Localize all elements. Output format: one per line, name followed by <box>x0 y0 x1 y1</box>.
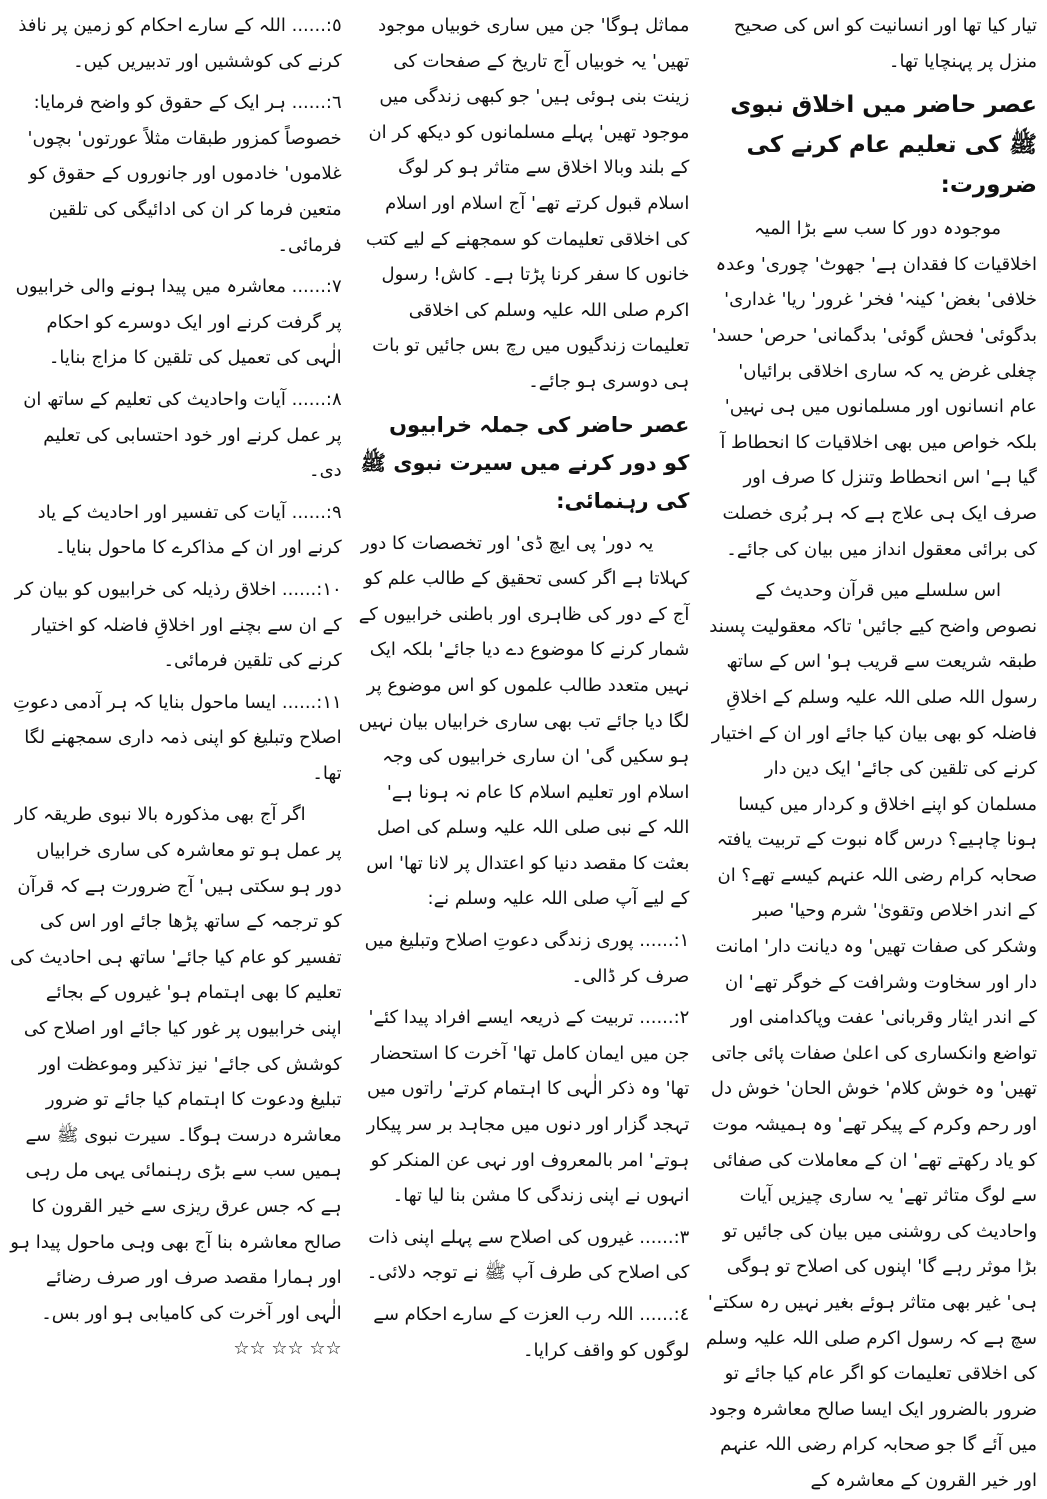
paragraph: موجودہ دور کا سب سے بڑا المیہ اخلاقیات کا فقدان ہے' جھوٹ' چوری' وعدہ خلافی' بغض' کینہ' فخر' غرور' ریا' غداری' بدگوئی' فحش گوئی' بدگمانی' حرص' حسد' چغلی غرض یہ کہ ساری اخلاقی برائیاں' عام انسانوں اور مسلمانوں میں ہی نہیں' بلکہ خواص میں بھی اخلاقیات کا انحطاط آ گیا ہے' اس انحطاط وتنزل کا صرف اور صرف ایک ہی علاج ہے کہ ہر بُری خصلت کی برائی معقول انداز میں بیان کی جائے۔ <box>711 218 1038 560</box>
column-right <box>705 8 1038 1491</box>
list-item-7: ٧:...... معاشرہ میں پیدا ہونے والی خرابیوں پر گرفت کرنے اور ایک دوسرے کو احکام الٰہی کی تعمیل کی تلقین کا مزاج بنایا۔ <box>15 276 342 369</box>
section-heading: عصر حاضر میں اخلاق نبوی ﷺ کی تعلیم عام کرنے کی ضرورت: <box>730 92 1038 199</box>
paragraph: اس سلسلے میں قرآن وحدیث کے نصوص واضح کیے جائیں' تاکہ معقولیت پسند طبقہ شریعت سے قریب ہو' اس کے ساتھ رسول اللہ صلی اللہ علیہ وسلم کے اخلاقِ فاضلہ کو بھی بیان کیا جائے اور ان کے اختیار کرنے کی تلقین کی جائے' ایک دین دار مسلمان کو اپنے اخلاق و کردار میں کیسا ہونا چاہیے؟ درس گاہ نبوت کے تربیت یافتہ صحابہ کرام رضی اللہ عنہم کیسے تھے؟ ان کے اندر اخلاص وتقویٰ' شرم وحیا' صبر وشکر کی صفات تھیں' وہ دیانت دار' امانت دار اور سخاوت وشرافت کے خوگر تھے' ان کے اندر ایثار وقربانی' عفت وپاکدامنی اور تواضع وانکساری کی اعلیٰ صفات پائی جاتی تھیں' وہ خوش کلام' خوش الحان' خوش دل اور رحم وکرم کے پیکر تھے' وہ ہمیشہ موت کو یاد رکھتے تھے' ان کے معاملات کی صفائی سے لوگ متاثر تھے' یہ ساری چیزیں آیات واحادیث کی روشنی میں بیان کی جائیں تو بڑا موثر رہے گا' اپنوں کی اصلاح تو ہوگی ہی' غیر بھی متاثر ہوئے بغیر نہیں رہ سکتے' سچ ہے کہ رسول اکرم صلی اللہ علیہ وسلم کی اخلاقی تعلیمات کو اگر عام کیا جائے تو ضرور بالضرور ایک ایسا صالح معاشرہ وجود میں آئے گا جو صحابہ کرام رضی اللہ عنہم اور خیر القرون کے معاشرہ کے <box>705 580 1038 1491</box>
column-left <box>10 8 342 1360</box>
list-item-4: ٤:...... اللہ رب العزت کے سارے احکام سے لوگوں کو واقف کرایا۔ <box>373 1304 690 1361</box>
list-item-6: ٦:...... ہر ایک کے حقوق کو واضح فرمایا: خصوصاً کمزور طبقات مثلاً عورتوں' بچوں' غلاموں' خادموں اور جانوروں کے حقوق کو متعین فرما کر ان کی ادائیگی کی تلقین فرمائی۔ <box>27 92 342 256</box>
list-item-2: ٢:...... تربیت کے ذریعہ ایسے افراد پیدا کئے' جن میں ایمان کامل تھا' آخرت کا استحضار تھا' وہ ذکر الٰہی کا اہتمام کرتے' راتوں میں تہجد گزار اور دنوں میں مجاہد بر سر پیکار ہوتے' امر بالمعروف اور نہی عن المنکر کو انہوں نے اپنی زندگی کا مشن بنا لیا تھا۔ <box>366 1007 690 1207</box>
star-ornament: ☆☆ ☆☆ ☆☆ <box>233 1338 342 1360</box>
list-item-10: ١٠:...... اخلاق رذیلہ کی خرابیوں کو بیان کر کے ان سے بچنے اور اخلاقِ فاضلہ کو اختیار کرنے کی تلقین فرمائی۔ <box>14 578 342 672</box>
list-item-9: ٩:...... آیات کی تفسیر اور احادیث کے یاد کرنے اور ان کے مذاکرے کا ماحول بنایا۔ <box>37 501 342 559</box>
closing-paragraph <box>10 797 342 1367</box>
paragraph: یہ دور' پی ایچ ڈی' اور تخصصات کا دور کہلاتا ہے اگر کسی تحقیق کے طالب علم کو آج کے دور کی ظاہری اور باطنی خرابیوں کے شمار کرنے کا موضوع دے دیا جائے' بلکہ ایک نہیں متعدد طالب علموں کو اس موضوع پر لگا دیا جائے تب بھی ساری خرابیاں بیان نہیں ہو سکیں گی' ان ساری خرابیوں کی وجہ اسلام اور تعلیم اسلام کا عام نہ ہونا ہے' اللہ کے نبی صلی اللہ علیہ وسلم کی اصل بعثت کا مقصد دنیا کو اعتدال پر لانا تھا' اس کے لیے آپ صلی اللہ علیہ وسلم نے: <box>358 532 690 910</box>
section-heading: عصر حاضر کی جملہ خرابیوں کو دور کرنے میں سیرت نبوی ﷺ کی رہنمائی: <box>360 412 690 513</box>
list-item-11: ١١:...... ایسا ماحول بنایا کہ ہر آدمی دعوتِ اصلاح وتبلیغ کو اپنی ذمہ داری سمجھنے لگا تھا۔ <box>13 691 342 784</box>
list-item-5: ٥:...... اللہ کے سارے احکام کو زمین پر نافذ کرنے کی کوششیں اور تدبیریں کیں۔ <box>18 15 342 72</box>
list-item-8: ٨:...... آیات واحادیث کی تعلیم کے ساتھ ان پر عمل کرنے اور خود احتسابی کی تعلیم دی۔ <box>23 388 342 482</box>
paragraph: مماثل ہوگا' جن میں ساری خوبیاں موجود تھیں' یہ خوبیاں آج تاریخ کے صفحات کی زینت بنی ہوئی ہیں' جو کبھی زندگی میں موجود تھیں' پہلے مسلمانوں کو دیکھ کر ان کے بلند وبالا اخلاق سے متاثر ہو کر لوگ اسلام قبول کرتے تھے' آج اسلام اور اسلام کی اخلاقی تعلیمات کو سمجھنے کے لیے کتب خانوں کا سفر کرنا پڑتا ہے۔ کاش! رسول اکرم صلی اللہ علیہ وسلم کی اخلاقی تعلیمات زندگیوں میں رچ بس جائیں تو بات ہی دوسری ہو جائے۔ <box>365 15 690 392</box>
list-item-1: ١:...... پوری زندگی دعوتِ اصلاح وتبلیغ میں صرف کر ڈالی۔ <box>364 930 690 987</box>
column-middle <box>358 8 690 1361</box>
intro-line: تیار کیا تھا اور انسانیت کو اس کی صحیح منزل پر پہنچایا تھا۔ <box>733 15 1038 72</box>
list-item-3: ٣:...... غیروں کی اصلاح سے پہلے اپنی ذات کی اصلاح کی طرف آپ ﷺ نے توجہ دلائی۔ <box>366 1226 690 1284</box>
closing-text: اگر آج بھی مذکورہ بالا نبوی طریقہ کار پر عمل ہو تو معاشرہ کی ساری خرابیاں دور ہو سکتی ہیں' آج ضرورت ہے کہ قرآن کو ترجمہ کے ساتھ پڑھا جائے اور اس کی تفسیر کو عام کیا جائے' ساتھ ہی احادیث کی تعلیم کا بھی اہتمام ہو' غیروں کے بجائے اپنی خرابیوں پر غور کیا جائے اور اصلاح کی کوشش کی جائے' نیز تذکیر وموعظت اور تبلیغ ودعوت کا اہتمام کیا جائے تو ضرور معاشرہ درست ہوگا۔ سیرت نبوی ﷺ سے ہمیں سب سے بڑی رہنمائی یہی مل رہی ہے کہ جس عرق ریزی سے خیر القرون کا صالح معاشرہ بنا آج بھی وہی ماحول پیدا ہو اور ہمارا مقصد صرف اور صرف رضائے الٰہی اور آخرت کی کامیابی ہو اور بس۔ <box>10 804 342 1324</box>
